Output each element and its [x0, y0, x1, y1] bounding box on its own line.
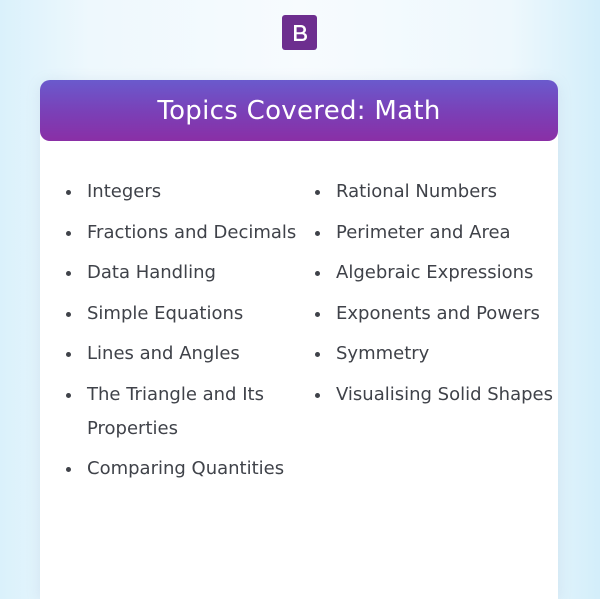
topic-label: Rational Numbers [336, 181, 498, 202]
topic-label: Integers [87, 181, 162, 202]
topic-label: Simple Equations [87, 302, 244, 324]
brand-logo [282, 15, 317, 50]
banner-title: Topics Covered: Math [157, 95, 441, 126]
list-item [64, 452, 304, 486]
topic-label: The Triangle and Its Properties [87, 383, 264, 439]
topics-list-right [313, 175, 558, 418]
bullet-icon [66, 467, 71, 472]
list-item [313, 216, 558, 250]
list-item [313, 378, 558, 412]
list-item [64, 297, 304, 331]
list-item [313, 337, 558, 371]
list-item [64, 337, 304, 371]
list-item [313, 297, 558, 331]
byjus-b-logo-icon [288, 21, 312, 45]
topic-label: Visualising Solid Shapes [336, 383, 554, 405]
bullet-icon [66, 312, 71, 317]
topic-label: Data Handling [87, 262, 216, 283]
bullet-icon [66, 393, 71, 398]
bullet-icon [66, 352, 71, 357]
bullet-icon [315, 312, 320, 317]
list-item [313, 175, 558, 209]
bullet-icon [315, 352, 320, 357]
bullet-icon [315, 271, 320, 276]
bullet-icon [315, 231, 320, 236]
topic-label: Perimeter and Area [336, 221, 511, 243]
topic-label: Lines and Angles [87, 343, 240, 364]
list-item [64, 256, 304, 290]
list-item [64, 378, 304, 446]
bullet-icon [66, 271, 71, 276]
title-banner [40, 80, 558, 141]
topic-label: Symmetry [336, 343, 430, 364]
list-item [64, 175, 304, 209]
bullet-icon [315, 393, 320, 398]
topic-label: Fractions and Decimals [87, 221, 297, 243]
list-item [313, 256, 558, 290]
topic-label: Algebraic Expressions [336, 262, 534, 283]
bullet-icon [66, 231, 71, 236]
topic-label: Exponents and Powers [336, 302, 540, 324]
topic-label: Comparing Quantities [87, 458, 285, 479]
bullet-icon [315, 190, 320, 195]
bullet-icon [66, 190, 71, 195]
topics-list-left [64, 175, 304, 493]
list-item [64, 216, 304, 250]
